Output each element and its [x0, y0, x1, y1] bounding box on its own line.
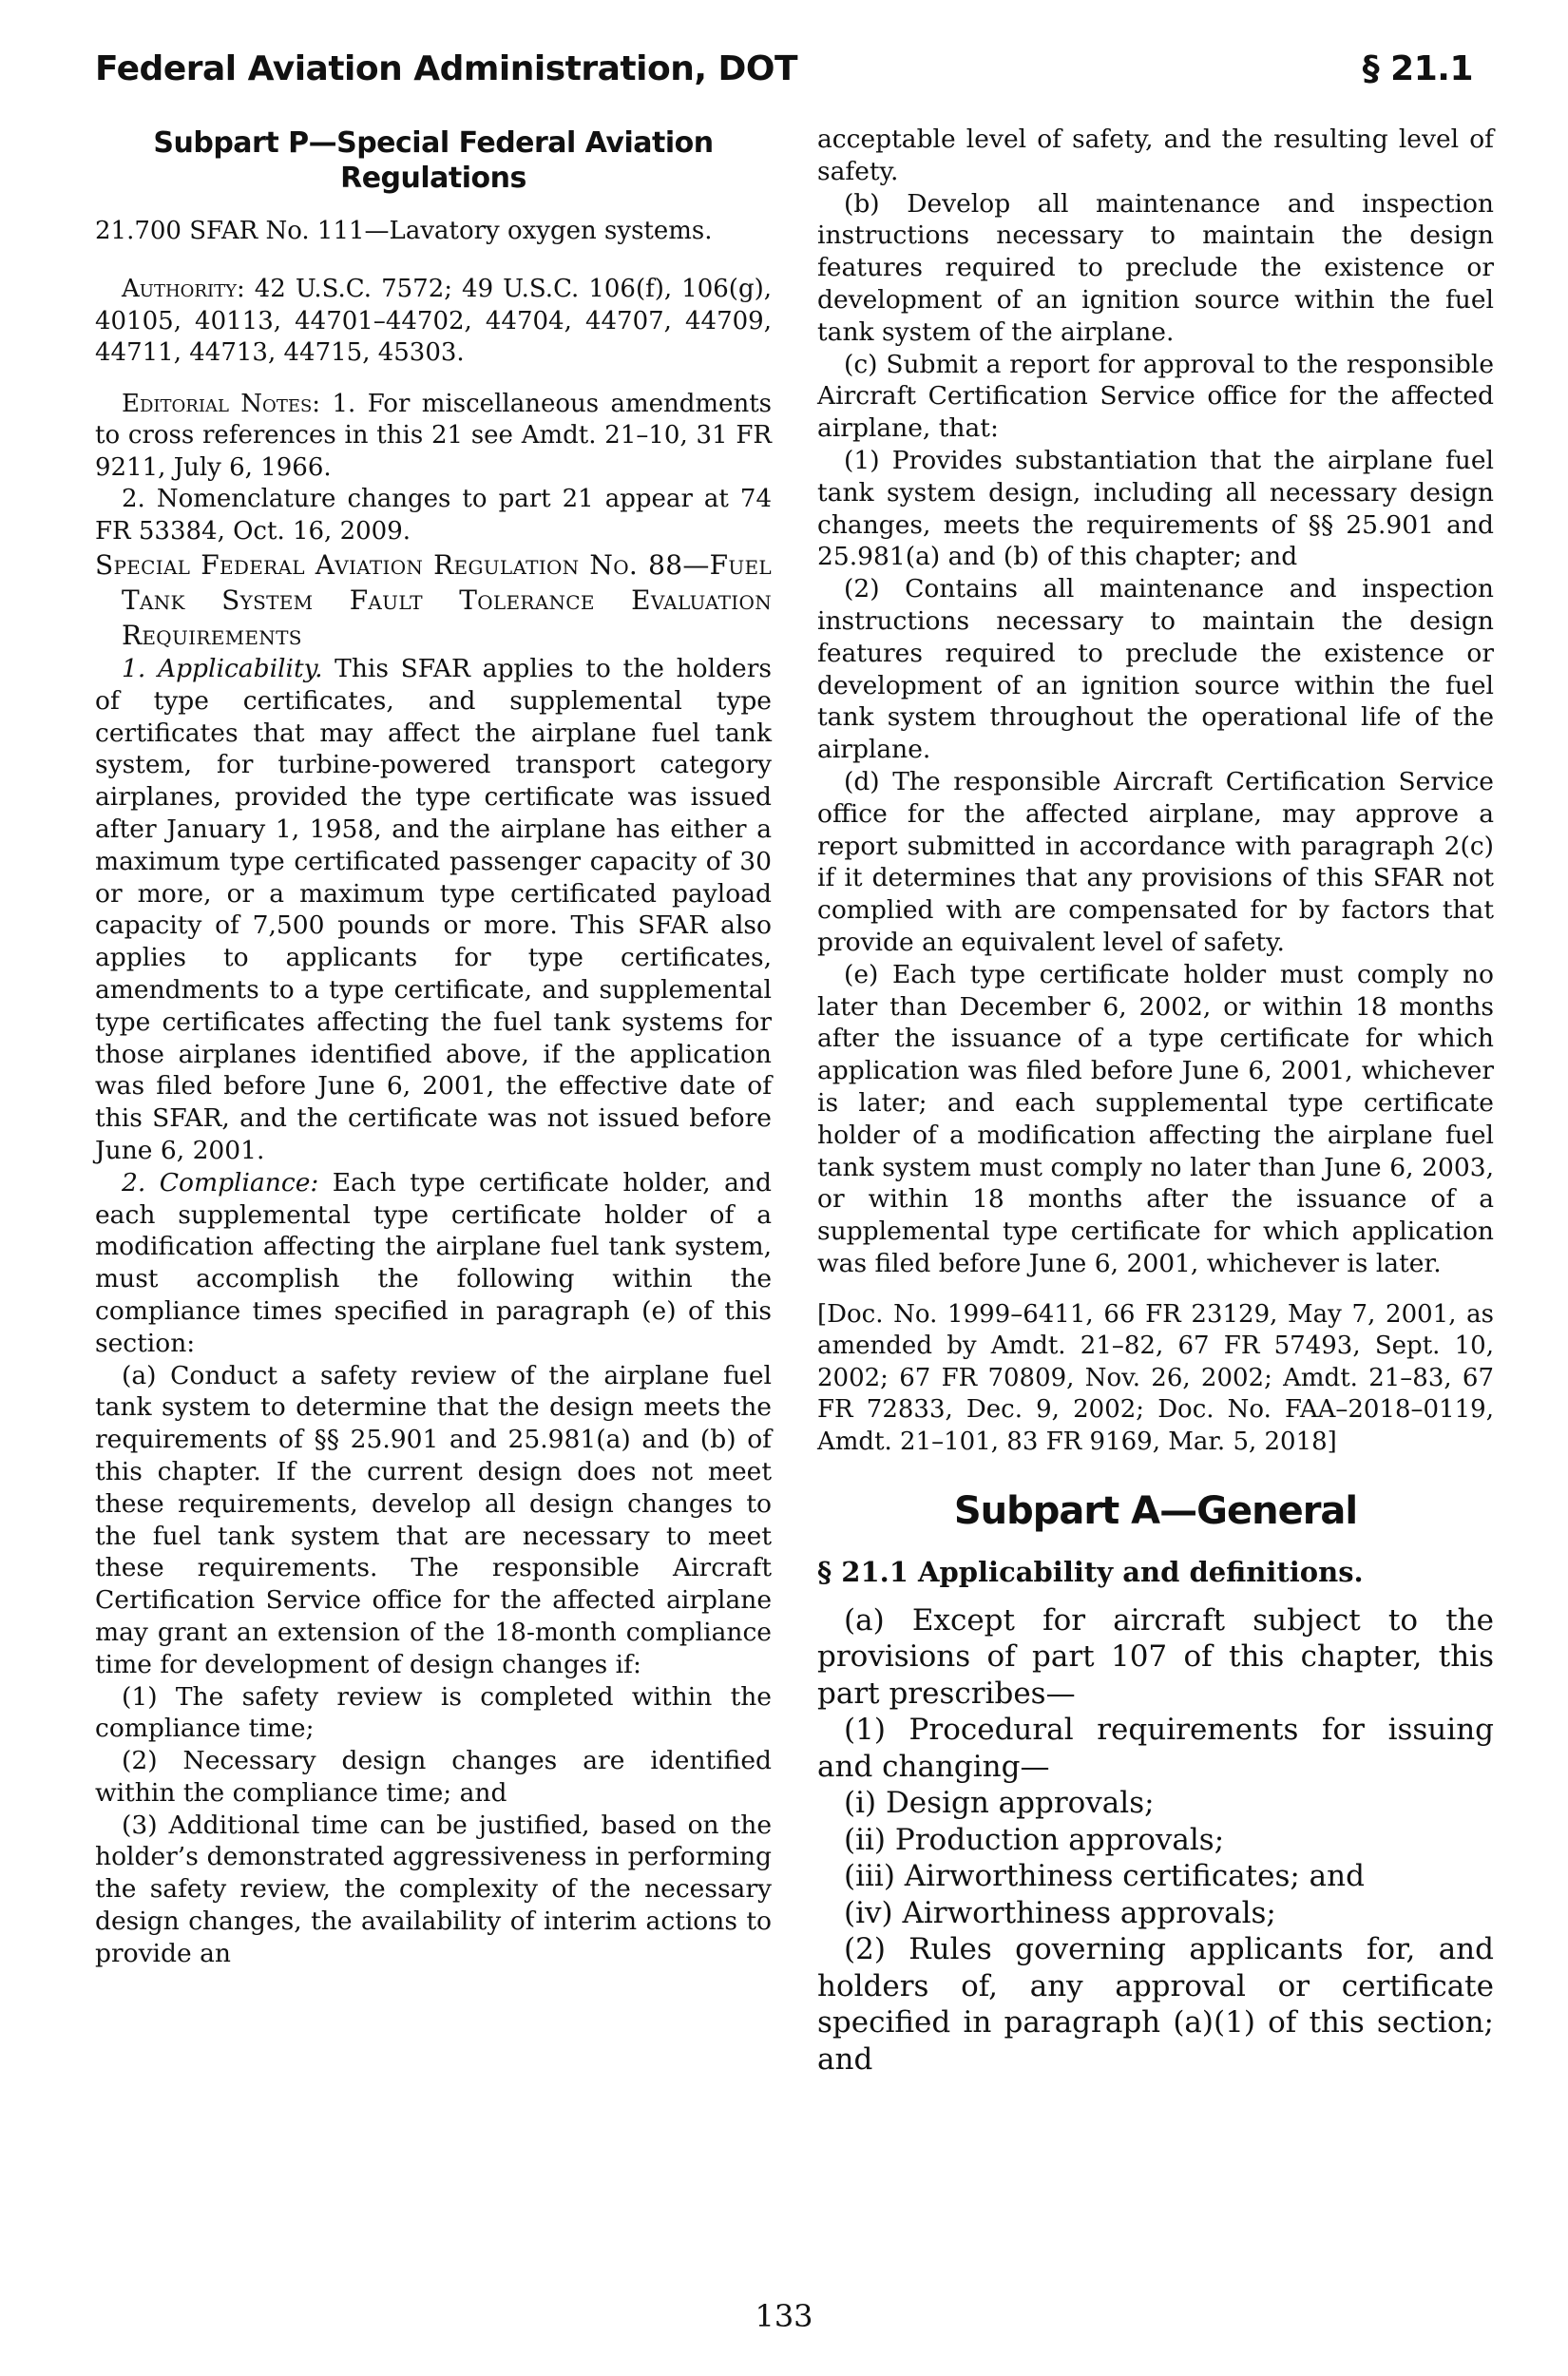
- paragraph-2d: (d) The responsible Aircraft Certification Service office for the affected airplane, may approve a report submitted in accordance with paragraph 2(c) if it determines that any provisions of this SFAR not complied with are compensated for by factors that provide an equivalent level of safety.: [817, 766, 1494, 957]
- page-number: 133: [755, 2298, 813, 2334]
- section-heading: § 21.1 Applicability and definitions.: [817, 1555, 1364, 1588]
- source-citation: [Doc. No. 1999–6411, 66 FR 23129, May 7, 2001, as amended by Amdt. 21–82, 67 FR 57493, Sept. 10, 2002; 67 FR 70809, Nov. 26, 2002; Amdt. 21–83, 67 FR 72833, Dec. 9, 2002; Doc. No. FAA–2018–0119, Amdt. 21–101, 83 FR 9169, Mar. 5, 2018]: [817, 1299, 1494, 1456]
- authority-text: 42 U.S.C. 7572; 49 U.S.C. 106(f), 106(g), 40105, 40113, 44701–44702, 44704, 44707, 44709, 44711, 44713, 44715, 45303.: [95, 275, 772, 367]
- running-header: [95, 49, 1473, 88]
- paragraph-a1: (1) Procedural requirements for issuing and changing—: [817, 1713, 1494, 1784]
- toc-entry: 21.700 SFAR No. 111—Lavatory oxygen systems.: [95, 217, 713, 245]
- subpart-p-heading: Subpart P—Special Federal Aviation Regulations: [153, 126, 714, 195]
- editorial-note-2: 2. Nomenclature changes to part 21 appear at 74 FR 53384, Oct. 16, 2009.: [95, 485, 772, 546]
- paragraph-a: (a) Except for aircraft subject to the provisions of part 107 of this chapter, this part prescribes—: [817, 1602, 1494, 1711]
- compliance-label: 2. Compliance:: [122, 1167, 319, 1198]
- paragraph-a1iii: (iii) Airworthiness certificates; and: [844, 1859, 1365, 1894]
- paragraph-2a2: (2) Necessary design changes are identified within the compliance time; and: [95, 1746, 772, 1808]
- paragraph-2c: (c) Submit a report for approval to the responsible Aircraft Certification Service office for the affected airplane, that:: [817, 349, 1494, 444]
- compliance-text: Each type certificate holder, and each supplemental type certificate holder of a modification affecting the airplane fuel tank system, must accomplish the following within the compliance times specified in paragraph (e) of this section:: [95, 1167, 772, 1358]
- editorial-label: Editorial Notes:: [122, 389, 321, 418]
- editorial-text-1: 1. For miscellaneous amendments to cross references in this 21 see Amdt. 21–10, 31 FR 9211, July 6, 1966.: [95, 389, 772, 482]
- sfar-heading-text: Special Federal Aviation Regulation No. 88—Fuel Tank System Fault Tolerance Evaluation Requirements: [95, 549, 772, 651]
- editorial-note-1: [95, 389, 772, 485]
- paragraph-2b: (b) Develop all maintenance and inspection instructions necessary to maintain the design features required to preclude the existence or development of an ignition source within the fuel tank system of the airplane.: [817, 188, 1494, 347]
- paragraph-2a: (a) Conduct a safety review of the airplane fuel tank system to determine that the design meets the requirements of §§ 25.901 and 25.981(a) and (b) of this chapter. If the current design does not meet these requirements, develop all design changes to the fuel tank system that are necessary to meet these requirements. The responsible Aircraft Certification Service office for the affected airplane may grant an extension of the 18-month compliance time for development of design changes if:: [95, 1360, 772, 1679]
- authority-label: Authority:: [122, 275, 245, 303]
- right-column: [817, 124, 1494, 2078]
- paragraph-a2: (2) Rules governing applicants for, and holders of, any approval or certificate specified in paragraph (a)(1) of this section; and: [817, 1932, 1494, 2077]
- paragraph-a1ii: (ii) Production approvals;: [844, 1822, 1225, 1857]
- paragraph-compliance: [95, 1167, 772, 1360]
- paragraph-a1iv: (iv) Airworthiness approvals;: [844, 1895, 1276, 1930]
- subpart-a-heading: Subpart A—General: [953, 1489, 1358, 1534]
- paragraph-applicability: [95, 653, 772, 1167]
- applicability-label: 1. Applicability.: [122, 654, 323, 683]
- paragraph-continuation: acceptable level of safety, and the resulting level of safety.: [817, 125, 1494, 186]
- paragraph-a1i: (i) Design approvals;: [844, 1786, 1155, 1821]
- sfar-heading: [95, 547, 772, 653]
- paragraph-2c1: (1) Provides substantiation that the airplane fuel tank system design, including all necessary design changes, meets the requirements of §§ 25.901 and 25.981(a) and (b) of this chapter; and: [817, 445, 1494, 572]
- paragraph-2c2: (2) Contains all maintenance and inspection instructions necessary to maintain the design features required to preclude the existence or development of an ignition source within the fuel tank system throughout the operational life of the airplane.: [817, 574, 1494, 765]
- paragraph-2e: (e) Each type certificate holder must comply no later than December 6, 2002, or within 18 months after the issuance of a type certificate for which application was filed before June 6, 2001, whichever is later; and each supplemental type certificate holder of a modification affecting the airplane fuel tank system must comply no later than June 6, 2003, or within 18 months after the issuance of a supplemental type certificate for which application was filed before June 6, 2001, whichever is later.: [817, 959, 1494, 1278]
- paragraph-2a1: (1) The safety review is completed within the compliance time;: [95, 1681, 772, 1744]
- paragraph-2a3: (3) Additional time can be justified, based on the holder’s demonstrated aggressiveness in performing the safety review, the complexity of the necessary design changes, the availability of interim actions to provide an: [95, 1810, 772, 1968]
- applicability-text: This SFAR applies to the holders of type certificates, and supplemental type certificates that may affect the airplane fuel tank system, for turbine-powered transport category airplanes, provided the type certificate was issued after January 1, 1958, and the airplane has either a maximum type certificated passenger capacity of 30 or more, or a maximum type certificated payload capacity of 7,500 pounds or more. This SFAR also applies to applicants for type certificates, amendments to a type certificate, and supplemental type certificates affecting the fuel tank systems for those airplanes identified above, if the application was filed before June 6, 2001, the effective date of this SFAR, and the certificate was not issued before June 6, 2001.: [95, 654, 772, 1165]
- left-column: [95, 125, 772, 1970]
- header-agency: Federal Aviation Administration, DOT: [95, 49, 798, 88]
- header-section: § 21.1: [1362, 49, 1473, 88]
- authority-note: [95, 274, 772, 370]
